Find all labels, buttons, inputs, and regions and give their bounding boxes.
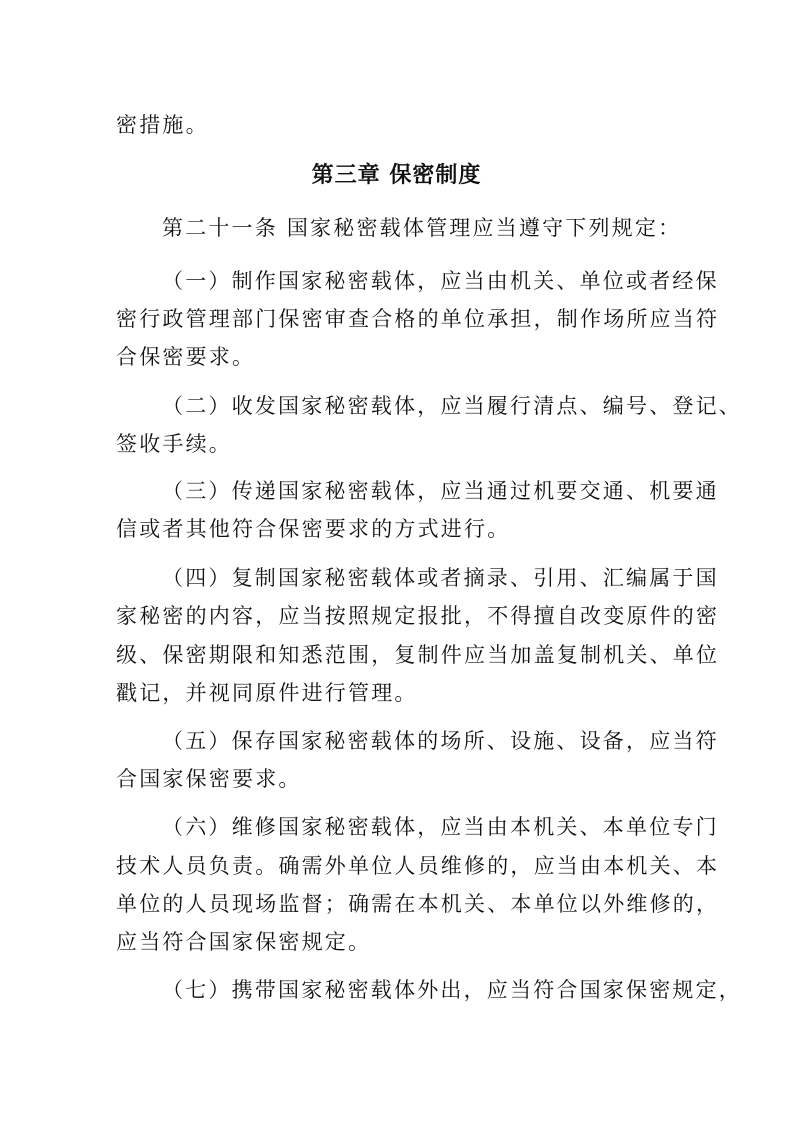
article-heading: 第二十一条 国家秘密载体管理应当遵守下列规定：	[162, 216, 682, 240]
paragraph-line: 应当符合国家保密规定。	[116, 930, 372, 954]
paragraph-line: （五）保存国家秘密载体的场所、设施、设备，应当符	[162, 729, 719, 753]
paragraph-line: 级、保密期限和知悉范围，复制件应当加盖复制机关、单位	[116, 643, 720, 667]
paragraph-line: （六）维修国家秘密载体，应当由本机关、本单位专门	[162, 815, 719, 839]
paragraph-line: 签收手续。	[116, 432, 232, 456]
paragraph-line: 合国家保密要求。	[116, 767, 302, 791]
paragraph-line: 单位的人员现场监督；确需在本机关、本单位以外维修的，	[116, 892, 720, 916]
paragraph-line: 密措施。	[116, 113, 209, 137]
paragraph-line: （七）携带国家秘密载体外出，应当符合国家保密规定，	[162, 978, 742, 1002]
chapter-title: 第三章 保密制度	[311, 163, 482, 188]
paragraph-line: 密行政管理部门保密审查合格的单位承担，制作场所应当符	[116, 307, 720, 331]
paragraph-line: （一）制作国家秘密载体，应当由机关、单位或者经保	[162, 269, 719, 293]
paragraph-line: （三）传递国家秘密载体，应当通过机要交通、机要通	[162, 479, 719, 503]
paragraph-line: （二）收发国家秘密载体，应当履行清点、编号、登记、	[162, 394, 742, 418]
paragraph-line: （四）复制国家秘密载体或者摘录、引用、汇编属于国	[162, 566, 719, 590]
paragraph-line: 技术人员负责。确需外单位人员维修的，应当由本机关、本	[116, 854, 720, 878]
paragraph-line: 合保密要求。	[116, 345, 256, 369]
paragraph-line: 戳记，并视同原件进行管理。	[116, 681, 418, 705]
paragraph-line: 家秘密的内容，应当按照规定报批，不得擅自改变原件的密	[116, 604, 720, 628]
paragraph-line: 信或者其他符合保密要求的方式进行。	[116, 517, 511, 541]
